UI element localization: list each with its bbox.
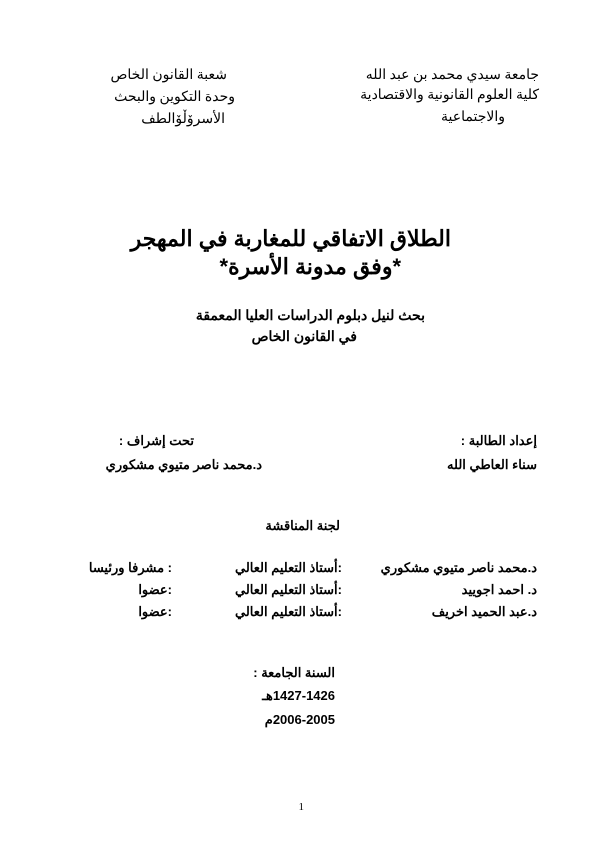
student-name: سناء العاطي الله xyxy=(447,457,537,472)
faculty-name-continued: والاجتماعية xyxy=(441,110,505,125)
thesis-title-continued: *وفق مدونة الأسرة* xyxy=(219,254,401,279)
thesis-title: الطلاق الاتفاقي للمغاربة في المهجر xyxy=(130,226,451,251)
academic-year-hijri: 1427-1426هـ xyxy=(262,688,335,703)
degree-field: في القانون الخاص xyxy=(251,328,357,344)
committee-member-role: :عضوا xyxy=(138,604,172,619)
research-unit-name-continued: الأسرۆڵۆالطف xyxy=(141,112,225,127)
supervisor-name: د.محمد ناصر متيوي مشكوري xyxy=(105,457,262,472)
committee-member-title: :أستاذ التعليم العالي xyxy=(235,582,342,597)
degree-statement: بحث لنيل دبلوم الدراسات العليا المعمقة xyxy=(195,307,425,323)
page-number: 1 xyxy=(298,801,304,813)
committee-heading: لجنة المناقشة xyxy=(265,518,340,533)
committee-member-name: د. احمد اجوييد xyxy=(461,582,537,597)
committee-member-title: :أستاذ التعليم العالي xyxy=(235,604,342,619)
committee-member-role: : مشرفا ورئيسا xyxy=(88,560,172,575)
academic-year-label: السنة الجامعة : xyxy=(253,665,335,680)
committee-member-name: د.عبد الحميد اخريف xyxy=(431,604,537,619)
faculty-name: كلية العلوم القانونية والاقتصادية xyxy=(360,88,539,103)
committee-member-name: د.محمد ناصر متيوي مشكوري xyxy=(380,560,537,575)
committee-member-role: :عضوا xyxy=(138,582,172,597)
committee-member-title: :أستاذ التعليم العالي xyxy=(235,560,342,575)
supervision-label: تحت إشراف : xyxy=(118,433,194,448)
research-unit-name: وحدة التكوين والبحث xyxy=(114,90,235,105)
department-name: شعبة القانون الخاص xyxy=(110,68,227,83)
prepared-by-label: إعداد الطالبة : xyxy=(460,433,537,448)
university-name: جامعة سيدي محمد بن عبد الله xyxy=(365,68,539,83)
academic-year-gregorian: 2006-2005م xyxy=(264,712,335,727)
